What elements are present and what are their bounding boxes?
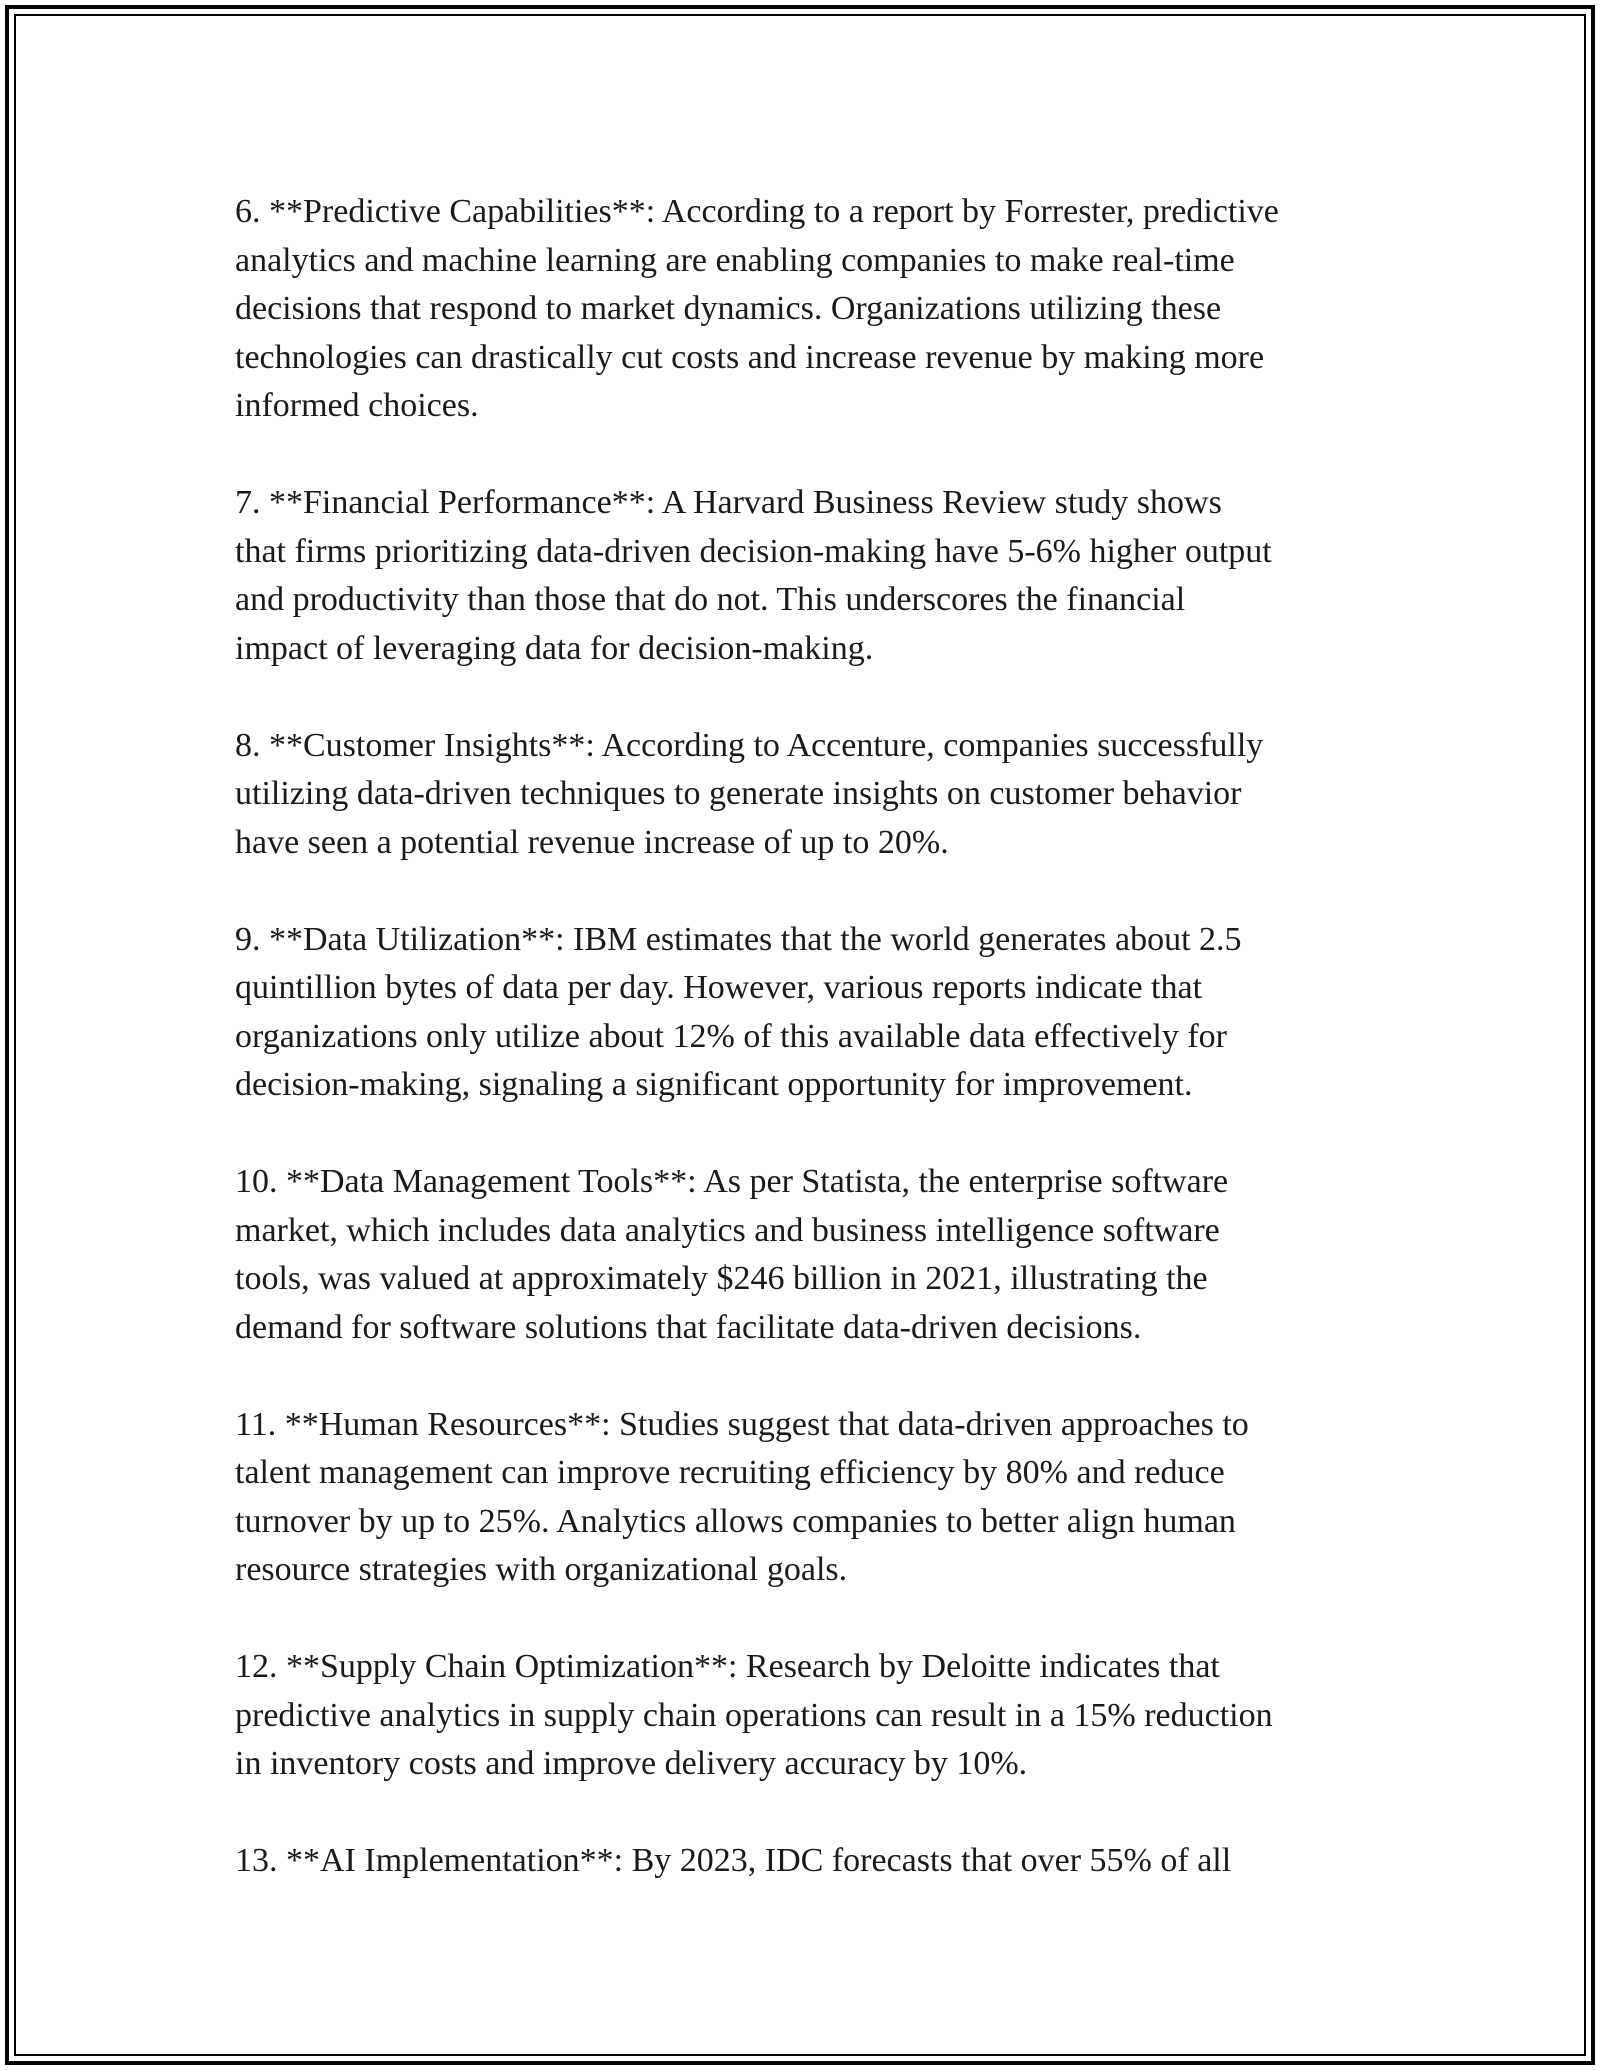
paragraph-customer-insights: 8. **Customer Insights**: According to Accenture, companies successfully utilizing data-driven techniques to generate insights on customer behavior have seen a potential revenue increase of up to 20%.	[235, 726, 1264, 861]
paragraph-data-utilization: 9. **Data Utilization**: IBM estimates that the world generates about 2.5 quintillion bytes of data per day. However, various reports indicate that organizations only utilize about 12% of this available data effectively for decision-making, signaling a significant opportunity for improvement.	[235, 920, 1242, 1103]
paragraph-supply-chain-optimization: 12. **Supply Chain Optimization**: Research by Deloitte indicates that predictive analytics in supply chain operations can result in a 15% reduction in inventory costs and improve delivery accuracy by 10%.	[235, 1648, 1273, 1782]
paragraph-financial-performance: 7. **Financial Performance**: A Harvard Business Review study shows that firms prioritizing data-driven decision-making have 5-6% higher output and productivity than those that do not. This underscores the financial impact of leveraging data for decision-making.	[235, 484, 1272, 667]
document-body	[235, 188, 1385, 1934]
paragraph-data-management-tools: 10. **Data Management Tools**: As per Statista, the enterprise software market, which includes data analytics and business intelligence software tools, was valued at approximately $246 billion in 2021, illustrating the demand for software solutions that facilitate data-driven decisions.	[235, 1163, 1229, 1346]
paragraph-predictive-capabilities: 6. **Predictive Capabilities**: According to a report by Forrester, predictive analytics and machine learning are enabling companies to make real-time decisions that respond to market dynamics. Organizations utilizing these technologies can drastically cut costs and increase revenue by making more informed choices.	[235, 193, 1279, 424]
paragraph-human-resources: 11. **Human Resources**: Studies suggest that data-driven approaches to talent management can improve recruiting efficiency by 80% and reduce turnover by up to 25%. Analytics allows companies to better align human resource strategies with organizational goals.	[235, 1405, 1249, 1588]
paragraph-ai-implementation: 13. **AI Implementation**: By 2023, IDC forecasts that over 55% of all	[235, 1842, 1232, 1879]
